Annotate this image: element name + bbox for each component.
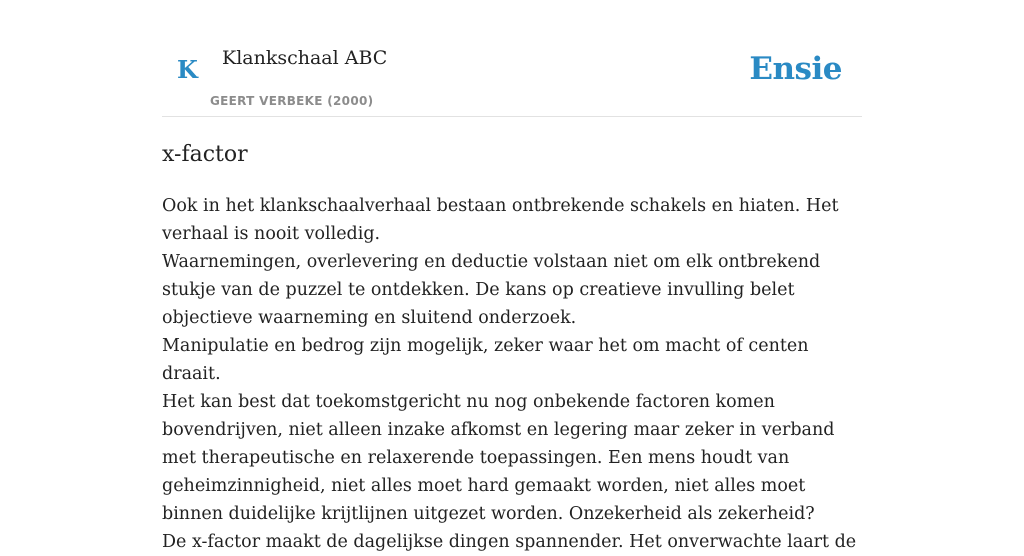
entry-paragraph: De x-factor maakt de dagelijkse dingen spannender. Het onverwachte laart de: [162, 532, 857, 552]
entry-body: [162, 192, 862, 556]
book-title-link[interactable]: Klankschaal ABC: [222, 47, 388, 69]
book-logo[interactable]: K: [177, 55, 198, 84]
entry-paragraph: Ook in het klankschaalverhaal bestaan ontbrekende schakels en hiaten. Het verhaal is nooit volledig.: [162, 196, 839, 244]
entry-paragraph: Het kan best dat toekomstgericht nu nog onbekende factoren komen bovendrijven, niet alleen inzake afkomst en legering maar zeker in verband met therapeutische en relaxerende toepassingen. Een mens houdt van geheimzinnigheid, niet alles moet hard gemaakt worden, niet alles moet binnen duidelijke krijtlijnen uitgezet worden. Onzekerheid als zekerheid?: [162, 392, 835, 524]
entry-title: x-factor: [162, 142, 248, 167]
author-label: GEERT VERBEKE (2000): [210, 94, 374, 108]
entry-paragraph: Manipulatie en bedrog zijn mogelijk, zeker waar het om macht of centen draait.: [162, 336, 809, 384]
entry-paragraph: Waarnemingen, overlevering en deductie volstaan niet om elk ontbrekend stukje van de puzzel te ontdekken. De kans op creatieve invulling belet objectieve waarneming en sluitend onderzoek.: [162, 252, 821, 328]
ensie-logo-link[interactable]: Ensie: [749, 51, 842, 87]
book-header: [162, 0, 862, 117]
